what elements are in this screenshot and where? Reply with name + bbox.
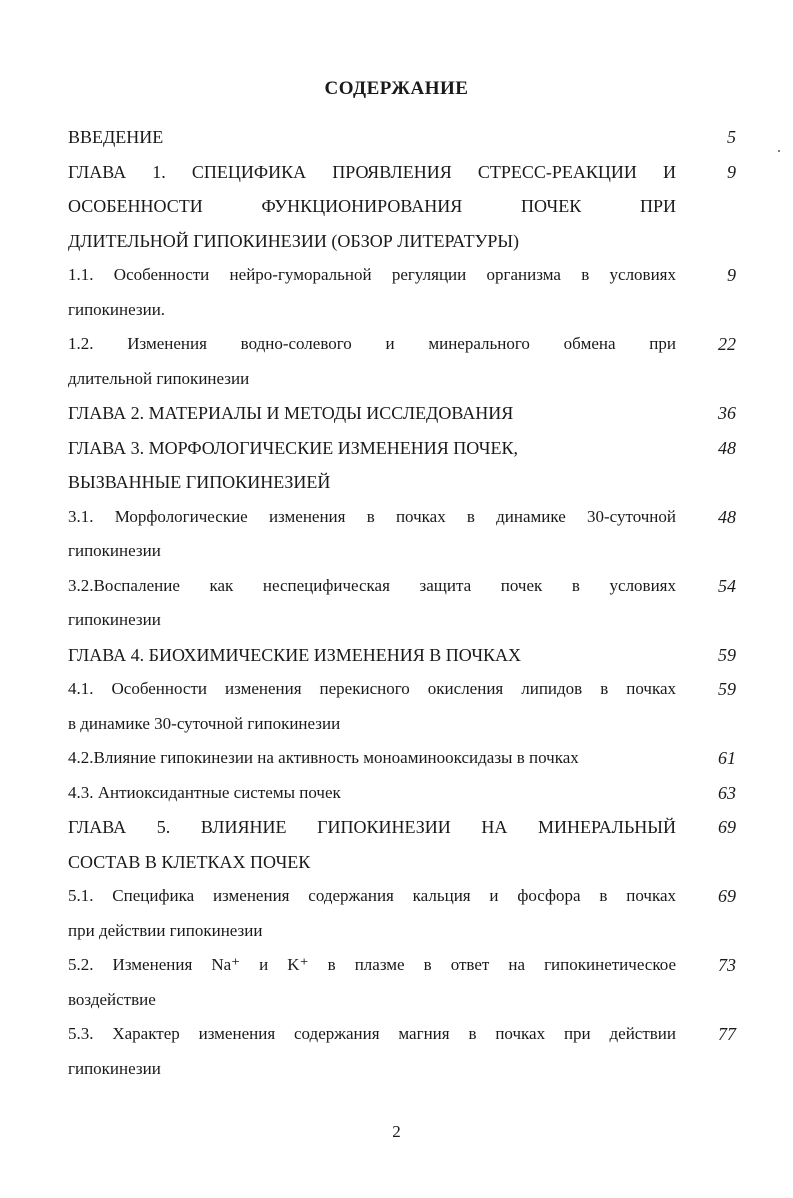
toc-entry-section-1-1	[68, 258, 740, 327]
toc-page-number: 59	[718, 679, 736, 699]
toc-entry-text: гипокинезии	[68, 610, 161, 629]
toc-page-number: 36	[718, 403, 736, 423]
toc-entry-chapter-5	[68, 810, 740, 879]
toc-entry-chapter-4	[68, 638, 740, 673]
scan-speck	[778, 150, 780, 152]
toc-page-number: 63	[718, 782, 736, 803]
toc-page-number: 9	[727, 265, 736, 285]
toc-entry-text: 3.2.Воспаление как неспецифическая защита почек в условиях	[68, 575, 676, 595]
toc-entry-text: 1.1. Особенности нейро-гуморальной регуляции организма в условиях	[68, 265, 676, 284]
toc-entry-text: ГЛАВА 2. МАТЕРИАЛЫ И МЕТОДЫ ИССЛЕДОВАНИЯ	[68, 403, 514, 423]
toc-entry-text: 5.1. Специфика изменения содержания кальция и фосфора в почках	[68, 886, 676, 905]
toc-entry-section-4-2	[68, 741, 740, 776]
toc-page-number: 59	[718, 644, 736, 665]
toc-entry-text: ГЛАВА 5. ВЛИЯНИЕ ГИПОКИНЕЗИИ НА МИНЕРАЛЬНЫЙ	[68, 817, 676, 837]
toc-entry-chapter-1	[68, 155, 740, 259]
toc-page-number: 54	[718, 575, 736, 596]
toc-entry-text: ДЛИТЕЛЬНОЙ ГИПОКИНЕЗИИ (ОБЗОР ЛИТЕРАТУРЫ)	[68, 230, 520, 251]
toc-entry-text: длительной гипокинезии	[68, 368, 250, 388]
toc-entry-text: СОСТАВ В КЛЕТКАХ ПОЧЕК	[68, 851, 311, 872]
toc-entry-section-4-3	[68, 776, 740, 811]
toc-entry-section-3-2	[68, 569, 740, 638]
toc-entry-section-5-2	[68, 948, 740, 1017]
toc-page-number: 69	[718, 886, 736, 906]
toc-entry-text: ГЛАВА 4. БИОХИМИЧЕСКИЕ ИЗМЕНЕНИЯ В ПОЧКАХ	[68, 644, 522, 665]
toc-entry-section-4-1	[68, 672, 740, 741]
toc-entry-text: 4.3. Антиоксидантные системы почек	[68, 782, 341, 802]
toc-entry-text: ОСОБЕННОСТИ ФУНКЦИОНИРОВАНИЯ ПОЧЕК ПРИ	[68, 196, 676, 216]
toc-entry-section-1-2	[68, 327, 740, 396]
toc-entry-text: ГЛАВА 1. СПЕЦИФИКА ПРОЯВЛЕНИЯ СТРЕСС-РЕАКЦИИ И	[68, 161, 676, 182]
toc-entry-text: 4.2.Влияние гипокинезии на активность моноаминооксидазы в почках	[68, 748, 579, 767]
toc-entry-chapter-3	[68, 431, 740, 500]
toc-entry-chapter-2	[68, 396, 740, 431]
toc-entry-text: 4.1. Особенности изменения перекисного окисления липидов в почках	[68, 679, 676, 698]
toc-entry-text: 5.2. Изменения Na⁺ и K⁺ в плазме в ответ на гипокинетическое	[68, 955, 676, 974]
toc-entry-text: воздействие	[68, 989, 156, 1009]
toc-entry-text: гипокинезии	[68, 1058, 161, 1078]
toc-page-number: 69	[718, 817, 736, 837]
toc-entry-introduction	[68, 120, 740, 155]
toc-entry-section-5-1	[68, 879, 740, 948]
toc-entry-text: 3.1. Морфологические изменения в почках в динамике 30-суточной	[68, 506, 676, 526]
table-of-contents	[68, 120, 740, 1086]
page-number: 2	[392, 1122, 401, 1141]
toc-page-number: 61	[718, 748, 736, 768]
toc-entry-text: при действии гипокинезии	[68, 920, 263, 940]
toc-page-number: 5	[727, 127, 736, 147]
toc-entry-text: в динамике 30-суточной гипокинезии	[68, 713, 341, 733]
toc-page-number: 77	[718, 1024, 736, 1044]
toc-entry-text: ВВЕДЕНИЕ	[68, 127, 164, 147]
toc-entry-section-3-1	[68, 500, 740, 569]
toc-entry-text: гипокинезии	[68, 541, 161, 560]
toc-entry-section-5-3	[68, 1017, 740, 1086]
toc-entry-text: гипокинезии.	[68, 299, 166, 319]
toc-entry-text: 5.3. Характер изменения содержания магния в почках при действии	[68, 1024, 676, 1043]
toc-page-number: 48	[718, 437, 736, 458]
toc-page-number: 9	[727, 161, 736, 182]
toc-page-number: 48	[718, 506, 736, 527]
page-title: СОДЕРЖАНИЕ	[324, 78, 469, 99]
toc-page-number: 73	[718, 955, 736, 975]
toc-entry-text: ГЛАВА 3. МОРФОЛОГИЧЕСКИЕ ИЗМЕНЕНИЯ ПОЧЕК,	[68, 437, 518, 458]
toc-entry-text: ВЫЗВАННЫЕ ГИПОКИНЕЗИЕЙ	[68, 472, 331, 492]
toc-entry-text: 1.2. Изменения водно-солевого и минерального обмена при	[68, 334, 676, 353]
toc-page-number: 22	[718, 334, 736, 354]
